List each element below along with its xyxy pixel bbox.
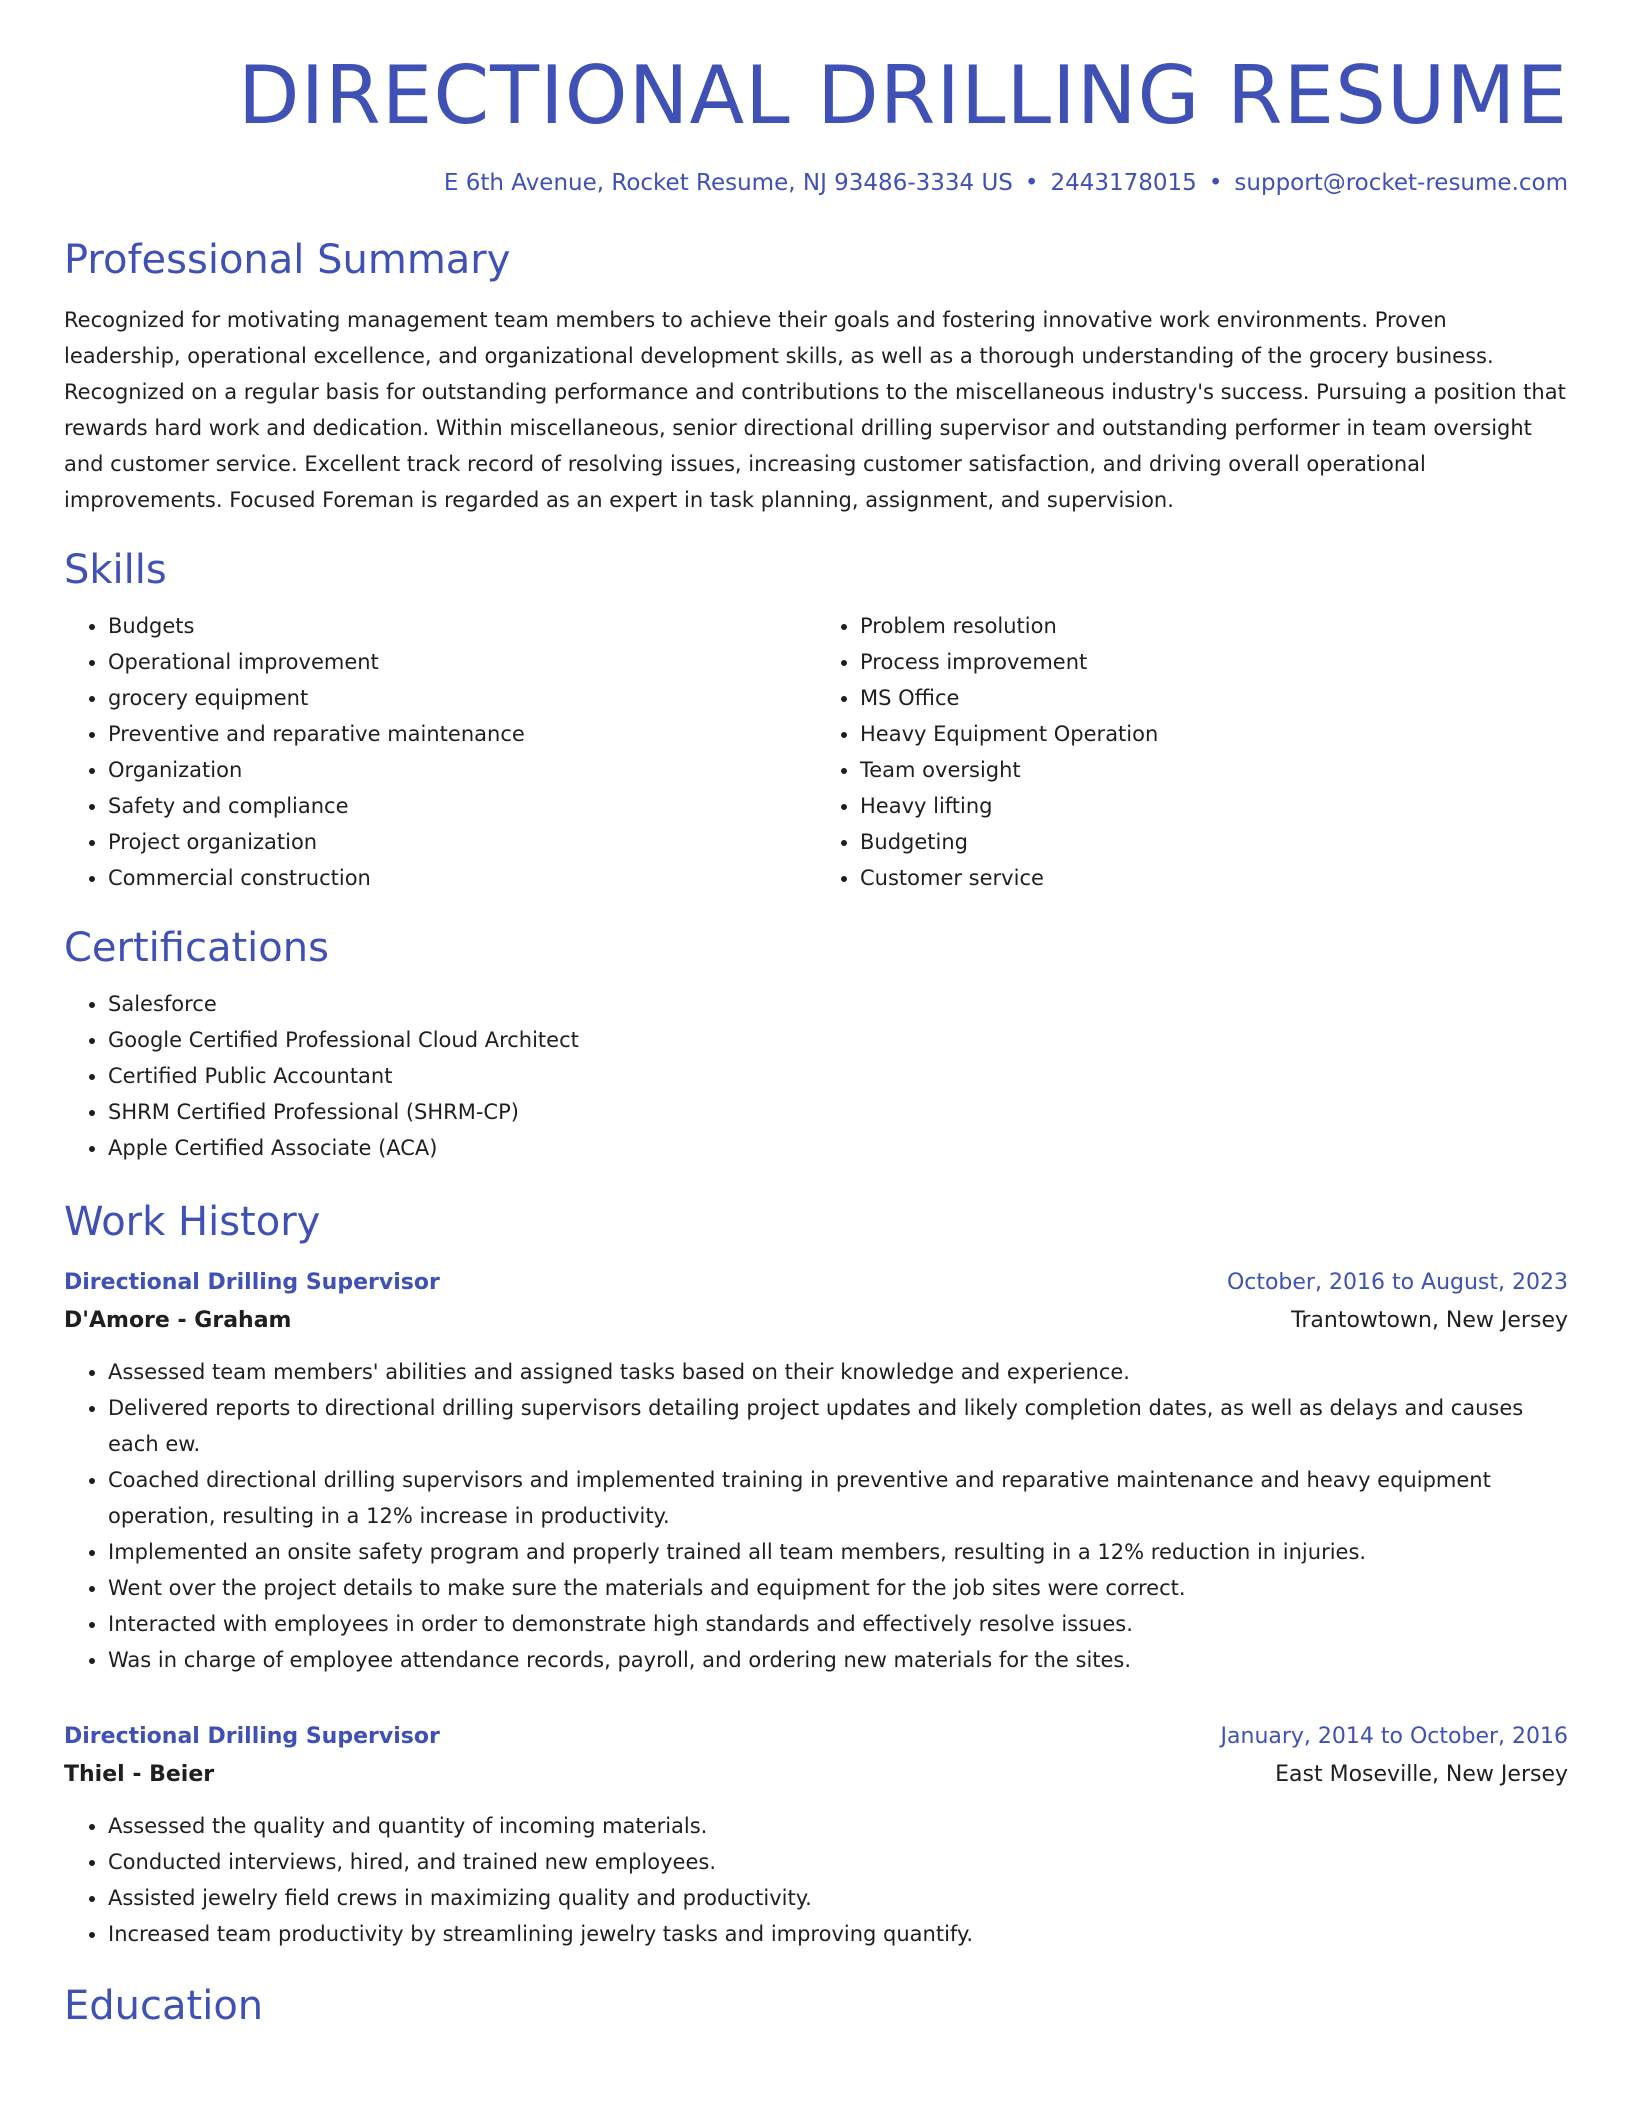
skill-item: • Organization (108, 752, 816, 788)
job-dates: October, 2016 to August, 2023 (1226, 1270, 1568, 1295)
job-bullet: • Delivered reports to directional drilling supervisors detailing project updates and likely completion dates, as well as delays and causes each ew. (108, 1390, 1568, 1462)
job-bullet: • Implemented an onsite safety program and properly trained all team members, resulting in a 12% reduction in injuries. (108, 1534, 1568, 1570)
skill-item: • Budgets (108, 608, 816, 644)
certification-item: • Google Certified Professional Cloud Architect (108, 1022, 1568, 1058)
job-bullet: • Was in charge of employee attendance records, payroll, and ordering new materials for the sites. (108, 1642, 1568, 1678)
certification-item: • SHRM Certified Professional (SHRM-CP) (108, 1094, 1568, 1130)
job-company-row (64, 1756, 1568, 1794)
skill-item: • Customer service (860, 860, 1568, 896)
job-company: Thiel - Beier (64, 1762, 215, 1787)
job-bullet: • Assessed team members' abilities and assigned tasks based on their knowledge and experience. (108, 1354, 1568, 1390)
contact-address: E 6th Avenue, Rocket Resume, NJ 93486-3334 US (443, 170, 1013, 196)
skill-item: • Problem resolution (860, 608, 1568, 644)
contact-line (64, 170, 1568, 196)
skill-item: • MS Office (860, 680, 1568, 716)
job-bullet: • Conducted interviews, hired, and trained new employees. (108, 1844, 1568, 1880)
skill-item: • Commercial construction (108, 860, 816, 896)
job-title: Directional Drilling Supervisor (64, 1270, 440, 1295)
contact-separator: • (1024, 170, 1039, 196)
work-history-heading: Work History (64, 1199, 321, 1245)
job-bullet: • Went over the project details to make sure the materials and equipment for the job sites were correct. (108, 1570, 1568, 1606)
skills-heading: Skills (64, 547, 167, 593)
job-bullets (64, 1808, 1568, 1952)
skill-item: • Budgeting (860, 824, 1568, 860)
certifications-list (64, 986, 1568, 1166)
job-bullet: • Increased team productivity by streamlining jewelry tasks and improving quantify. (108, 1916, 1568, 1952)
job-entry (64, 1718, 1568, 1952)
summary-heading: Professional Summary (64, 237, 511, 283)
skills-list (64, 608, 1568, 896)
job-location: Trantowtown, New Jersey (1291, 1308, 1568, 1333)
job-bullets (64, 1354, 1568, 1678)
job-header-row (64, 1264, 1568, 1302)
job-bullet: • Interacted with employees in order to demonstrate high standards and effectively resolve issues. (108, 1606, 1568, 1642)
job-bullet: • Assessed the quality and quantity of incoming materials. (108, 1808, 1568, 1844)
skill-item: • grocery equipment (108, 680, 816, 716)
job-company: D'Amore - Graham (64, 1308, 292, 1333)
job-location: East Moseville, New Jersey (1275, 1762, 1568, 1787)
contact-email[interactable]: support@rocket-resume.com (1234, 170, 1568, 196)
skill-item: • Process improvement (860, 644, 1568, 680)
job-entry (64, 1264, 1568, 1678)
certification-item: • Apple Certified Associate (ACA) (108, 1130, 1568, 1166)
resume-title: DIRECTIONAL DRILLING RESUME (237, 49, 1568, 142)
job-title: Directional Drilling Supervisor (64, 1724, 440, 1749)
job-dates: January, 2014 to October, 2016 (1220, 1724, 1568, 1749)
certification-item: • Salesforce (108, 986, 1568, 1022)
job-bullet: • Assisted jewelry field crews in maximizing quality and productivity. (108, 1880, 1568, 1916)
skill-item: • Safety and compliance (108, 788, 816, 824)
skills-column-left (64, 608, 816, 896)
contact-phone: 2443178015 (1050, 170, 1197, 196)
skill-item: • Heavy lifting (860, 788, 1568, 824)
job-company-row (64, 1302, 1568, 1340)
skill-item: • Team oversight (860, 752, 1568, 788)
certification-item: • Certified Public Accountant (108, 1058, 1568, 1094)
contact-separator: • (1208, 170, 1223, 196)
skills-column-right (816, 608, 1568, 896)
education-heading: Education (64, 1983, 264, 2029)
skill-item: • Operational improvement (108, 644, 816, 680)
skill-item: • Project organization (108, 824, 816, 860)
job-bullet: • Coached directional drilling supervisors and implemented training in preventive and reparative maintenance and heavy equipment operation, resulting in a 12% increase in productivity. (108, 1462, 1568, 1534)
certifications-heading: Certifications (64, 925, 329, 971)
job-header-row (64, 1718, 1568, 1756)
skill-item: • Preventive and reparative maintenance (108, 716, 816, 752)
summary-text: Recognized for motivating management team members to achieve their goals and fostering innovative work environments. Proven leadership, operational excellence, and organizational development skills, as well as a thorough understanding of the grocery business. Recognized on a regular basis for outstanding performance and contributions to the miscellaneous industry's success. Pursuing a position that rewards hard work and dedication. Within miscellaneous, senior directional drilling supervisor and outstanding performer in team oversight and customer service. Excellent track record of resolving issues, increasing customer satisfaction, and driving overall operational improvements. Focused Foreman is regarded as an expert in task planning, assignment, and supervision. (64, 308, 1566, 512)
skill-item: • Heavy Equipment Operation (860, 716, 1568, 752)
